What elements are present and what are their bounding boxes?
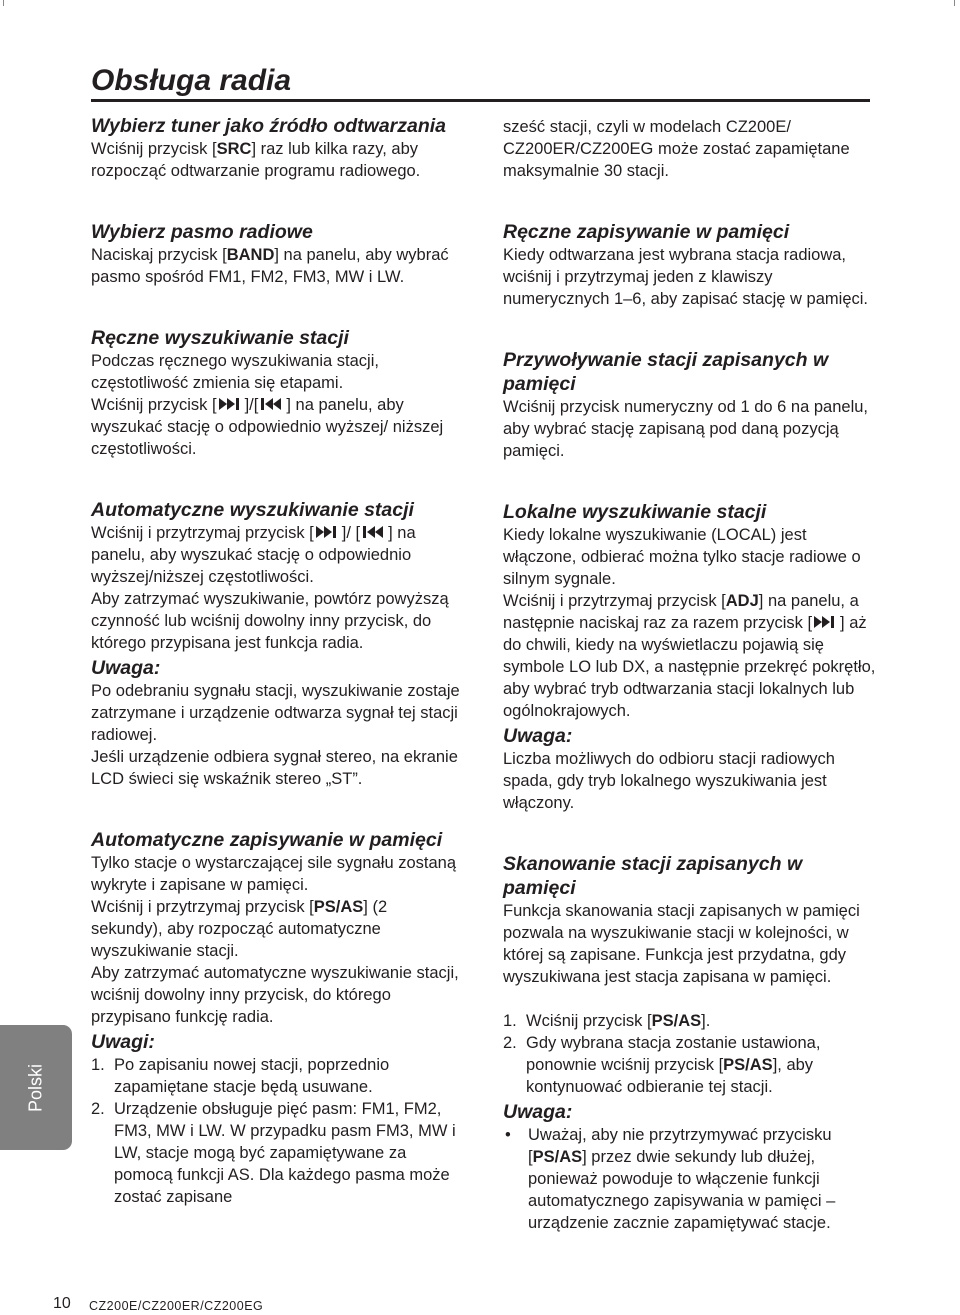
note-text: Liczba możliwych do odbioru stacji radiowych spada, gdy tryb lokalnego wyszukiwania jest włączony. — [503, 750, 835, 812]
section-manual-tuning — [91, 326, 461, 460]
band-key: BAND — [226, 246, 275, 264]
section-heading: Automatyczne wyszukiwanie stacji — [91, 499, 414, 521]
section-select-band — [91, 220, 461, 288]
paragraph: Kiedy lokalne wyszukiwanie (LOCAL) jest włączone, odbierać można tylko stacje radiowe o silnym sygnale. — [503, 526, 861, 588]
paragraph: Wciśnij przycisk [SRC] raz lub kilka razy, aby rozpocząć odtwarzanie programu radiowego. — [91, 140, 421, 180]
paragraph: Funkcja skanowania stacji zapisanych w pamięci pozwala na wyszukiwanie stacji w kolejności, w której są zapisane. Funkcja jest przydatna, gdy wyszukiwana jest stacja zapisana w pamięci. — [503, 902, 860, 986]
notes-heading: Uwagi: — [91, 1031, 155, 1053]
section-recall-presets — [503, 348, 878, 462]
right-column — [503, 114, 878, 1234]
section-heading: Skanowanie stacji zapisanych w pamięci — [503, 853, 803, 899]
psas-key: PS/AS — [651, 1012, 702, 1030]
section-select-tuner — [91, 114, 461, 182]
section-auto-store — [91, 828, 461, 1208]
note-text: Po odebraniu sygnału stacji, wyszukiwanie zostaje zatrzymane i urządzenie odtwarza sygnał tej stacji radiowej. — [91, 682, 460, 744]
section-heading: Przywoływanie stacji zapisanych w pamięci — [503, 349, 829, 395]
paragraph: Wciśnij przycisk [ ]/[ ] na panelu, aby wyszukać stację o odpowiednio wyższej/ niższej częstotliwości. — [91, 396, 444, 458]
src-key: SRC — [216, 140, 252, 158]
section-heading: Wybierz tuner jako źródło odtwarzania — [91, 115, 447, 137]
continued-text: sześć stacji, czyli w modelach CZ200E/ CZ200ER/CZ200EG może zostać zapamiętane maksymalnie 30 stacji. — [503, 118, 850, 180]
list-item: 1. Wciśnij przycisk [PS/AS]. — [503, 1012, 711, 1030]
skip-next-icon — [812, 615, 840, 629]
psas-key: PS/AS — [723, 1056, 773, 1074]
list-item: 2. Gdy wybrana stacja zostanie ustawiona, ponownie wciśnij przycisk [PS/AS], aby kontynuować odbieranie tej stacji. — [503, 1034, 821, 1096]
section-preset-scan — [503, 852, 878, 1234]
psas-key: PS/AS — [313, 898, 364, 916]
skip-next-icon — [314, 525, 342, 539]
section-heading: Ręczne wyszukiwanie stacji — [91, 327, 349, 349]
bullet-icon: • — [505, 1126, 511, 1144]
paragraph: Wciśnij i przytrzymaj przycisk [PS/AS] (2 sekundy), aby rozpocząć automatyczne wyszukiwanie stacji. — [91, 898, 388, 960]
page-number: 10 — [53, 1295, 71, 1312]
paragraph: Kiedy odtwarzana jest wybrana stacja radiowa, wciśnij i przytrzymaj jeden z klawiszy numerycznych 1–6, aby zapisać stację w pamięci. — [503, 246, 868, 308]
paragraph: Tylko stacje o wystarczającej sile sygnału zostaną wykryte i zapisane w pamięci. — [91, 854, 456, 894]
model-name: CZ200E/CZ200ER/CZ200EG — [89, 1299, 264, 1313]
psas-key: PS/AS — [532, 1148, 583, 1166]
paragraph: Naciskaj przycisk [BAND] na panelu, aby wybrać pasmo spośród FM1, FM2, FM3, MW i LW. — [91, 246, 449, 286]
section-manual-store — [503, 220, 878, 310]
crop-mark — [954, 0, 955, 6]
bullet-item: • Uważaj, aby nie przytrzymywać przycisku [PS/AS] przez dwie sekundy lub dłużej, ponieważ powoduje to włączenie funkcji automatycznego zapisywania w pamięci – urządzenie zacznie zapamiętywać stacje. — [505, 1126, 836, 1232]
note-heading: Uwaga: — [503, 725, 573, 747]
page-title: Obsługa radia — [91, 64, 292, 97]
section-heading: Wybierz pasmo radiowe — [91, 221, 313, 243]
section-heading: Lokalne wyszukiwanie stacji — [503, 501, 767, 523]
note-heading: Uwaga: — [503, 1101, 573, 1123]
paragraph: Aby zatrzymać wyszukiwanie, powtórz powyższą czynność lub wciśnij dowolny inny przycisk, do którego przypisana jest funkcja radia. — [91, 590, 449, 652]
left-column — [91, 114, 461, 1208]
note-text: Jeśli urządzenie odbiera sygnał stereo, na ekranie LCD świeci się wskaźnik stereo „ST”. — [91, 748, 458, 788]
note-heading: Uwaga: — [91, 657, 161, 679]
section-local-seek — [503, 500, 878, 814]
language-tab: Polski — [0, 1025, 72, 1150]
section-heading: Ręczne zapisywanie w pamięci — [503, 221, 790, 243]
skip-previous-icon — [360, 525, 388, 539]
paragraph: Wciśnij i przytrzymaj przycisk [ ]/ [ ] na panelu, aby wyszukać stację o odpowiednio wyższej/niższej częstotliwości. — [91, 524, 416, 586]
skip-previous-icon — [258, 397, 286, 411]
paragraph: Aby zatrzymać automatyczne wyszukiwanie stacji, wciśnij dowolny inny przycisk, do którego przypisano funkcję radia. — [91, 964, 459, 1026]
skip-next-icon — [217, 397, 245, 411]
section-heading: Automatyczne zapisywanie w pamięci — [91, 829, 443, 851]
crop-mark — [3, 0, 4, 6]
paragraph: Podczas ręcznego wyszukiwania stacji, częstotliwość zmienia się etapami. — [91, 352, 379, 392]
list-item: 2. Urządzenie obsługuje pięć pasm: FM1, FM2, FM3, MW i LW. W przypadku pasm FM3, MW i LW, stacje mogą być zapamiętywane za pomocą funkcji AS. Dla każdego pasma może zostać zapisane — [91, 1100, 456, 1206]
list-item: 1. Po zapisaniu nowej stacji, poprzednio zapamiętane stacje będą usuwane. — [91, 1056, 390, 1096]
title-rule — [91, 99, 870, 102]
adj-key: ADJ — [725, 592, 759, 610]
section-auto-tuning — [91, 498, 461, 790]
paragraph: Wciśnij przycisk numeryczny od 1 do 6 na panelu, aby wybrać stację zapisaną pod daną pozycją pamięci. — [503, 398, 868, 460]
paragraph: Wciśnij i przytrzymaj przycisk [ADJ] na panelu, a następnie naciskaj raz za razem przycisk [ ] aż do chwili, kiedy na wyświetlaczu pojawią się symbole LO lub DX, a następnie przekręć pokrętło, aby wybrać tryb odtwarzania stacji lokalnych lub ogólnokrajowych. — [503, 592, 876, 720]
